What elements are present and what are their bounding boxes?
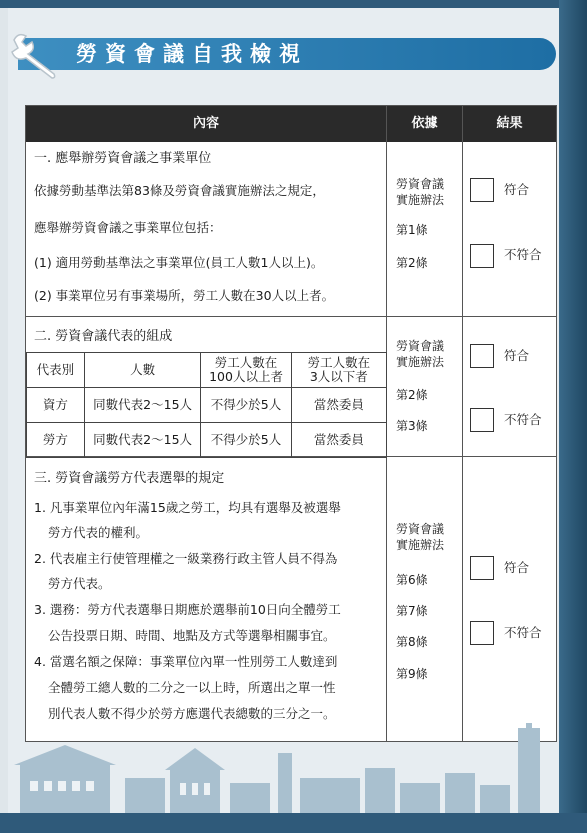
- section3-pass-label: 符合: [504, 560, 530, 575]
- table-cell: 不得少於5人: [201, 388, 291, 423]
- city-skyline-illustration: [0, 723, 587, 833]
- table-cell: 資方: [27, 388, 85, 423]
- section1-title: 一. 應舉辦勞資會議之事業單位: [34, 151, 212, 166]
- section2-law-name: 實施辦法: [396, 355, 445, 369]
- section3-line: 1. 凡事業單位內年滿15歲之勞工，均具有選舉及被選舉: [34, 500, 341, 515]
- section1-line: 依據勞動基準法第83條及勞資會議實施辦法之規定，: [34, 183, 325, 198]
- col-header-count: 人數: [84, 353, 201, 388]
- header-basis: 依據: [387, 106, 462, 142]
- column-divider: [462, 106, 463, 741]
- section2-article: 第2條: [396, 388, 428, 402]
- header-result: 結果: [463, 106, 556, 142]
- table-cell: 同數代表2～15人: [84, 388, 201, 423]
- section3-line: 公告投票日期、時間、地點及方式等選舉相關事宜。: [48, 628, 336, 643]
- section1-pass-label: 符合: [504, 182, 530, 197]
- section2-pass-label: 符合: [504, 348, 530, 363]
- top-bar: [0, 0, 587, 8]
- section3-pass-checkbox[interactable]: [470, 556, 494, 580]
- checklist-table: [25, 105, 557, 742]
- section1-fail-label: 不符合: [504, 247, 542, 262]
- section3-line: 4. 當選名額之保障：事業單位內單一性別勞工人數達到: [34, 654, 338, 669]
- section3-article: 第6條: [396, 573, 428, 587]
- section2-fail-checkbox[interactable]: [470, 408, 494, 432]
- col-header-type: 代表別: [27, 353, 85, 388]
- table-row: [27, 423, 387, 458]
- right-decor-strip: [559, 0, 587, 833]
- table-cell: 當然委員: [291, 423, 386, 458]
- section3-law-name: 實施辦法: [396, 538, 445, 552]
- section3-title: 三. 勞資會議勞方代表選舉的規定: [34, 471, 225, 486]
- section1-law-name: 實施辦法: [396, 193, 445, 207]
- section1-line: (2) 事業單位另有事業場所，勞工人數在30人以上者。: [34, 288, 335, 303]
- col-header-100plus-line: 勞工人數在: [214, 355, 278, 370]
- section2-pass-checkbox[interactable]: [470, 344, 494, 368]
- wrench-icon: [8, 30, 66, 80]
- section3-line: 3. 選務：勞方代表選舉日期應於選舉前10日向全體勞工: [34, 602, 341, 617]
- section3-line: 勞方代表的權利。: [48, 525, 149, 540]
- col-header-3less-line: 3人以下者: [309, 369, 368, 384]
- section1-article: 第2條: [396, 256, 428, 270]
- section1-line: 應舉辦勞資會議之事業單位包括：: [34, 220, 222, 235]
- section1-pass-checkbox[interactable]: [470, 178, 494, 202]
- table-cell: 勞方: [27, 423, 85, 458]
- section3-line: 別代表人數不得少於勞方應選代表總數的三分之一。: [48, 706, 336, 721]
- section3-article: 第9條: [396, 667, 428, 681]
- left-margin-strip: [0, 0, 8, 833]
- row-divider: [26, 316, 556, 317]
- table-cell: 當然委員: [291, 388, 386, 423]
- col-header-3less: [291, 353, 386, 388]
- col-header-100plus: [201, 353, 291, 388]
- section3-article: 第7條: [396, 604, 428, 618]
- section1-line: (1) 適用勞動基準法之事業單位(員工人數1人以上)。: [34, 255, 324, 270]
- header-content: 內容: [26, 106, 386, 142]
- section3-fail-label: 不符合: [504, 625, 542, 640]
- table-cell: 不得少於5人: [201, 423, 291, 458]
- section3-line: 全體勞工總人數的二分之一以上時，所選出之單一性: [48, 680, 336, 695]
- section3-fail-checkbox[interactable]: [470, 621, 494, 645]
- representative-table: [26, 352, 387, 458]
- page-title: 勞資會議自我檢視: [76, 42, 308, 66]
- section3-law-name: 勞資會議: [396, 522, 445, 536]
- section3-article: 第8條: [396, 635, 428, 649]
- section2-article: 第3條: [396, 419, 428, 433]
- col-header-100plus-line: 100人以上者: [209, 369, 283, 384]
- table-row: [27, 388, 387, 423]
- col-header-3less-line: 勞工人數在: [307, 355, 371, 370]
- section2-fail-label: 不符合: [504, 412, 542, 427]
- table-cell: 同數代表2～15人: [84, 423, 201, 458]
- section1-law-name: 勞資會議: [396, 177, 445, 191]
- section3-line: 2. 代表雇主行使管理權之一級業務行政主管人員不得為: [34, 551, 338, 566]
- section3-line: 勞方代表。: [48, 576, 111, 591]
- section2-title: 二. 勞資會議代表的組成: [34, 329, 173, 344]
- section1-fail-checkbox[interactable]: [470, 244, 494, 268]
- section1-article: 第1條: [396, 223, 428, 237]
- section2-law-name: 勞資會議: [396, 339, 445, 353]
